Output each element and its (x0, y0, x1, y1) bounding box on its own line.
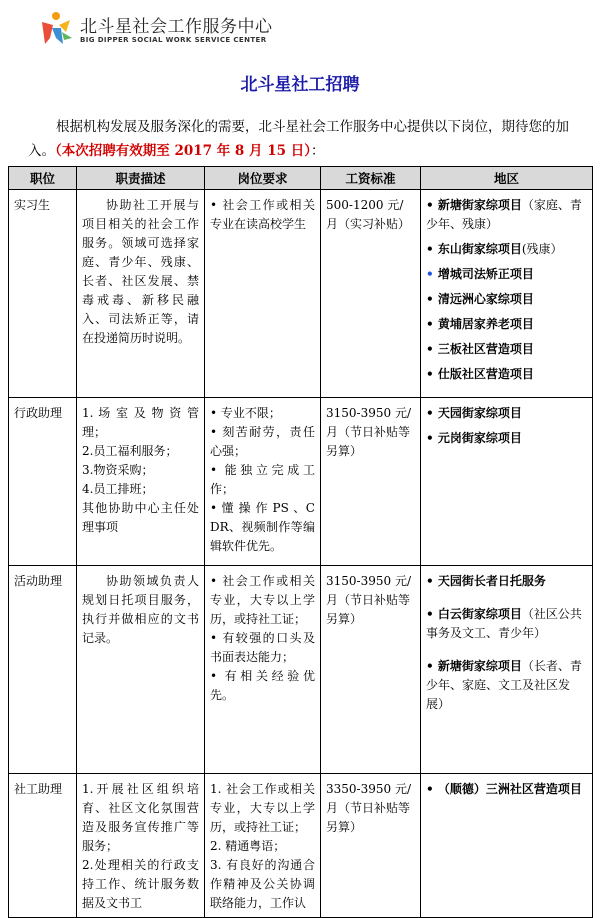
duty-item: 其他协助中心主任处理事项 (82, 501, 199, 534)
page-title: 北斗星社工招聘 (240, 75, 360, 95)
duty-item: 2.处理相关的行政支持工作、统计服务数据及文书工 (82, 858, 199, 910)
position-cell: 行政助理 (9, 398, 77, 566)
salary-cell: 3150-3950 元/月（节日补贴等另算） (321, 566, 421, 774)
col-header-duties: 职责描述 (77, 167, 205, 190)
requirement-item: • 社会工作或相关专业，大专以上学历，或持社工证； (210, 572, 315, 629)
region-item (426, 240, 587, 259)
region-name: 新塘街家综项目 (437, 659, 522, 673)
duties-cell (77, 190, 205, 398)
table-row (9, 398, 593, 566)
region-cell (421, 774, 593, 918)
col-header-region: 地区 (421, 167, 593, 190)
region-name: 东山街家综项目 (437, 242, 522, 256)
region-note: （社区公共事务及文工、青少年） (426, 607, 582, 640)
duty-item: 3.物资采购； (82, 463, 154, 477)
duties-cell (77, 398, 205, 566)
region-item (426, 657, 587, 714)
region-item (426, 780, 587, 799)
region-item (426, 572, 587, 591)
intro-tail: ： (310, 143, 325, 159)
salary-cell: 3350-3950 元/月（节日补贴等另算） (321, 774, 421, 918)
intro-text: 根据机构发展及服务深化的需要，北斗星社会工作服务中心提供以下岗位，期待您的加入。 (28, 119, 569, 159)
requirements-cell (205, 190, 321, 398)
region-cell (421, 398, 593, 566)
requirements-cell (205, 774, 321, 918)
region-name: 三板社区营造项目 (437, 342, 534, 356)
duty-item: 1. 场 室 及 物 资 管 理； (82, 406, 199, 439)
duties-cell (77, 774, 205, 918)
position-cell: 活动助理 (9, 566, 77, 774)
requirement-item: • 专业不限； (210, 404, 315, 423)
requirement-item: • 社会工作或相关专业在读高校学生 (210, 196, 315, 234)
requirement-item: • 有较强的口头及书面表达能力； (210, 629, 315, 667)
position-cell: 社工助理 (9, 774, 77, 918)
region-item (426, 290, 587, 309)
region-item (426, 340, 587, 359)
region-cell (421, 190, 593, 398)
requirement-item: • 懂 操 作 PS 、CDR、视频制作等编辑软件优先。 (210, 499, 315, 556)
position-cell: 实习生 (9, 190, 77, 398)
region-note: （长者、青少年、家庭、文工及社区发展） (426, 659, 582, 711)
duty-text: 协助社工开展与项目相关的社会工作服务。领域可选择家庭、青少年、残康、长者、社区发展、禁毒戒毒、新移民融入、司法矫正等，请在投递简历时说明。 (82, 198, 199, 345)
region-item (426, 365, 587, 384)
region-name: 仕版社区营造项目 (437, 367, 534, 381)
region-name: 白云街家综项目 (437, 607, 522, 621)
col-header-salary: 工资标准 (321, 167, 421, 190)
region-item (426, 265, 587, 284)
big-dipper-logo-icon (36, 8, 76, 48)
col-header-position: 职位 (9, 167, 77, 190)
region-item (426, 196, 587, 234)
salary-cell: 3150-3950 元/月（节日补贴等另算） (321, 398, 421, 566)
region-cell (421, 566, 593, 774)
col-header-requirements: 岗位要求 (205, 167, 321, 190)
duty-item: 4.员工排班； (82, 482, 154, 496)
requirement-item: 1. 社会工作或相关专业，大专以上学历，或持社工证； (210, 782, 315, 834)
duties-cell (77, 566, 205, 774)
duty-item: 2.员工福利服务； (82, 444, 178, 458)
region-name: 天园街长者日托服务 (437, 574, 546, 588)
page-header (36, 8, 456, 48)
region-name: 天园街家综项目 (437, 406, 522, 420)
table-row (9, 774, 593, 918)
table-header-row (9, 167, 593, 190)
requirement-item: • 刻苦耐劳，责任心强； (210, 423, 315, 461)
region-note: (残康） (521, 242, 563, 256)
org-name-en: BIG DIPPER SOCIAL WORK SERVICE CENTER (80, 36, 267, 44)
table-row (9, 566, 593, 774)
duty-item: 1.开展社区组织培育、社区文化氛围营造及服务宣传推广等服务； (82, 782, 199, 853)
region-name: 新塘街家综项目 (437, 198, 522, 212)
salary-cell: 500-1200 元/月（实习补贴） (321, 190, 421, 398)
org-name-cn: 北斗星社会工作服务中心 (80, 17, 273, 37)
region-name: 清远洲心家综项目 (437, 292, 534, 306)
region-name: 元岗街家综项目 (437, 431, 522, 445)
region-item (426, 315, 587, 334)
region-name: 增城司法矫正项目 (437, 267, 534, 281)
region-name: 黄埔居家养老项目 (437, 317, 534, 331)
duty-text: 协助领域负责人规划日托项目服务，执行并做相应的文书记录。 (82, 574, 199, 645)
job-table (8, 166, 593, 918)
region-item (426, 404, 587, 423)
requirement-item: 3. 有良好的沟通合作精神及公关协调联络能力，工作认 (210, 858, 315, 910)
region-note: （家庭、青少年、残康） (426, 198, 582, 231)
region-item (426, 605, 587, 643)
requirements-cell (205, 398, 321, 566)
requirements-cell (205, 566, 321, 774)
requirement-item: • 有相关经验优先。 (210, 667, 315, 705)
region-item (426, 429, 587, 448)
intro-paragraph (28, 115, 576, 163)
requirement-item: • 能独立完成工作； (210, 461, 315, 499)
requirement-item: 2. 精通粤语； (210, 839, 286, 853)
table-row (9, 190, 593, 398)
region-name: （顺德）三洲社区营造项目 (437, 782, 582, 796)
intro-deadline: （本次招聘有效期至 2017 年 8 月 15 日） (55, 143, 311, 159)
